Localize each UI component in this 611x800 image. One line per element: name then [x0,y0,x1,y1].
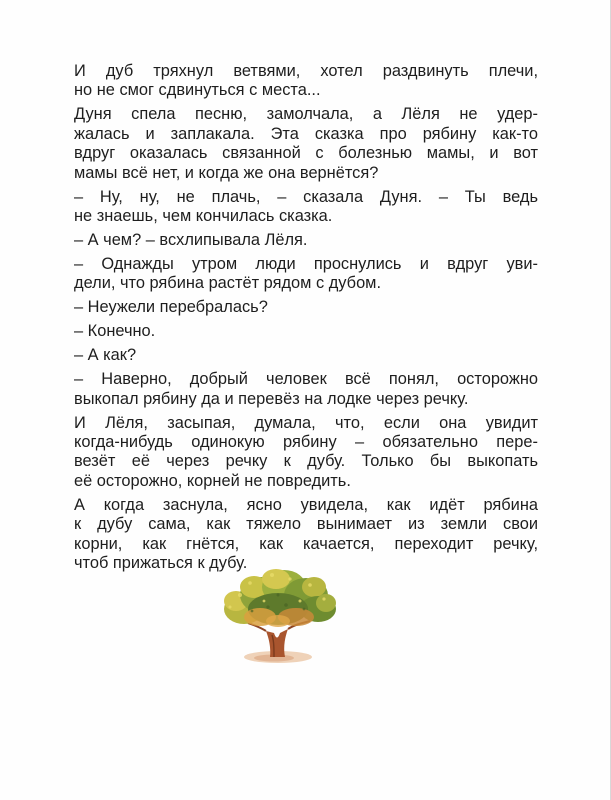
paragraph [74,105,538,183]
text-line: – А чем? – всхлипывала Лёля. [74,230,308,249]
paragraph [74,414,538,492]
text-line: – Наверно, добрый человек всё понял, осторожно [74,370,538,389]
text-line: – Конечно. [74,322,156,341]
text-line: – Однажды утром люди проснулись и вдруг уви- [74,254,538,273]
paragraph [74,322,538,341]
text-line: везёт её через речку к дубу. Только бы выкопать [74,452,538,471]
text-line: но не смог сдвинуться с места... [74,81,321,100]
paragraph [74,496,538,574]
text-line: её осторожно, корней не повредить. [74,471,351,490]
text-line: А когда заснула, ясно увидела, как идёт рябина [74,495,538,514]
text-line: мамы всё нет, и когда же она вернётся? [74,163,379,182]
text-line: – Неужели перебралась? [74,298,268,317]
paragraph [74,231,538,250]
oak-tree-icon [214,565,342,665]
text-line: И дуб тряхнул ветвями, хотел раздвинуть плечи, [74,62,538,80]
paragraph [74,62,538,101]
text-line: И Лёля, засыпая, думала, что, если она увидит [74,413,538,432]
paragraph [74,346,538,365]
text-line: Дуня спела песню, замолчала, а Лёля не удер- [74,105,538,124]
story-text [74,62,538,578]
text-line: когда-нибудь одинокую рябину – обязательно пере- [74,432,538,451]
paragraph [74,188,538,227]
text-line: к дубу сама, как тяжело вынимает из земли свои [74,515,538,534]
text-line: – А как? [74,346,137,365]
text-line: – Ну, ну, не плачь, – сказала Дуня. – Ты ведь [74,187,538,206]
text-line: вдруг оказалась связанной с болезнью мамы, и вот [74,144,538,163]
paragraph [74,298,538,317]
text-line: выкопал рябину да и перевёз на лодке через речку. [74,389,469,408]
text-line: корни, как гнётся, как качается, переходит речку, [74,534,538,553]
text-line: дели, что рябина растёт рядом с дубом. [74,274,382,293]
text-line: жалась и заплакала. Эта сказка про рябину как-то [74,124,538,143]
text-line: чтоб прижаться к дубу. [74,553,248,572]
text-line: не знаешь, чем кончилась сказка. [74,206,333,225]
paragraph [74,255,538,294]
paragraph [74,370,538,409]
